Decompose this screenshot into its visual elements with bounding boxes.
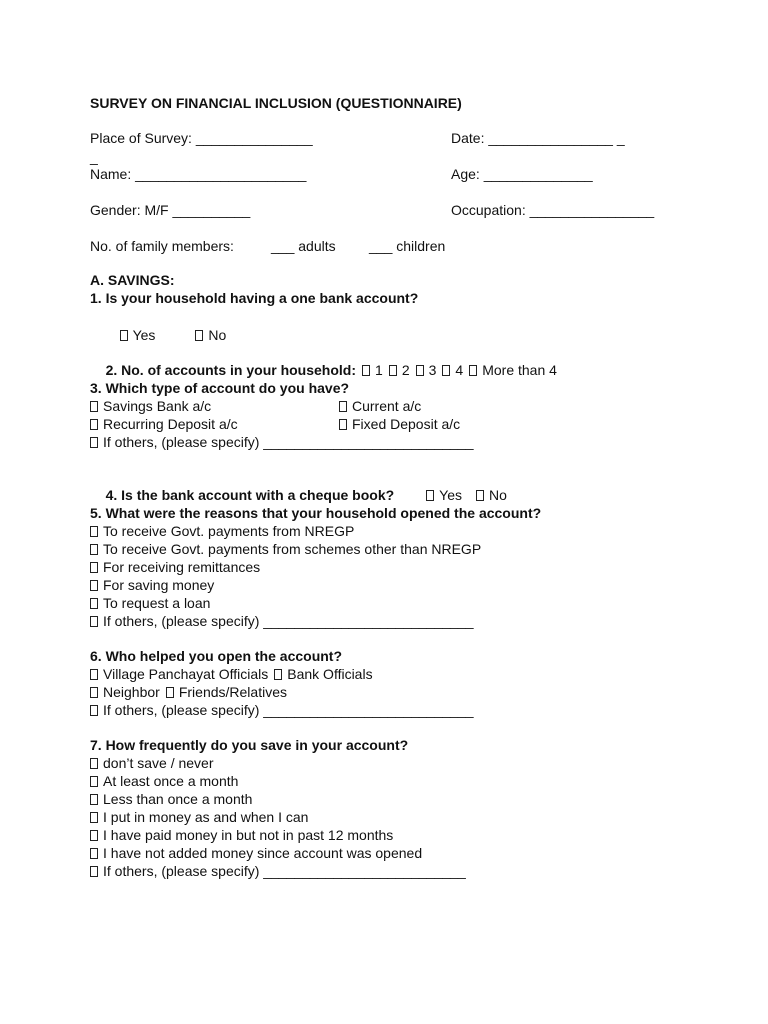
option-label: If others, (please specify) ___________________________ — [103, 434, 474, 450]
checkbox-3[interactable] — [416, 365, 424, 376]
option-row — [90, 397, 211, 415]
checkbox[interactable] — [166, 687, 174, 698]
option-label: To receive Govt. payments from NREGP — [103, 523, 355, 539]
option-row — [90, 862, 466, 880]
option-label: To request a loan — [103, 595, 211, 611]
checkbox-2[interactable] — [389, 365, 397, 376]
age-field: Age: ______________ — [451, 166, 593, 182]
option-row — [90, 844, 422, 862]
option-label: Recurring Deposit a/c — [103, 416, 238, 432]
option-label: I have paid money in but not in past 12 months — [103, 827, 394, 843]
checkbox[interactable] — [90, 526, 98, 537]
option-label: 2 — [401, 362, 410, 378]
checkbox[interactable] — [274, 669, 282, 680]
option-row — [90, 754, 214, 772]
date-field-wrap: _ — [90, 149, 98, 165]
option-row — [90, 808, 308, 826]
option-label: Friends/Relatives — [178, 684, 287, 700]
checkbox[interactable] — [90, 598, 98, 609]
option-label: don’t save / never — [103, 755, 214, 771]
checkbox[interactable] — [90, 705, 98, 716]
checkbox-no[interactable] — [476, 490, 484, 501]
checkbox[interactable] — [90, 437, 98, 448]
question-6: 6. Who helped you open the account? — [90, 648, 343, 664]
place-of-survey-field: Place of Survey: _______________ — [90, 130, 313, 146]
option-row — [90, 790, 252, 808]
option-row — [90, 522, 354, 540]
option-label: Village Panchayat Officials — [103, 666, 269, 682]
option-label: Less than once a month — [103, 791, 253, 807]
option-label: I put in money as and when I can — [103, 809, 309, 825]
option-row — [90, 558, 260, 576]
name-field: Name: ______________________ — [90, 166, 307, 182]
checkbox[interactable] — [90, 776, 98, 787]
checkbox[interactable] — [90, 544, 98, 555]
option-row — [339, 397, 421, 415]
option-label: For receiving remittances — [103, 559, 261, 575]
checkbox[interactable] — [90, 401, 98, 412]
section-savings-heading: A. SAVINGS: — [90, 272, 175, 288]
option-label: 3 — [428, 362, 437, 378]
option-row — [90, 415, 238, 433]
checkbox[interactable] — [90, 669, 98, 680]
checkbox-more-than-4[interactable] — [469, 365, 477, 376]
adults-field: ___ adults — [271, 238, 336, 254]
checkbox[interactable] — [90, 794, 98, 805]
option-label: If others, (please specify) __________________________ — [103, 863, 466, 879]
option-label: Savings Bank a/c — [103, 398, 212, 414]
checkbox[interactable] — [90, 580, 98, 591]
children-field: ___ children — [369, 238, 446, 254]
checkbox[interactable] — [339, 401, 347, 412]
checkbox-yes[interactable] — [120, 330, 128, 341]
option-row — [90, 612, 474, 630]
question-7: 7. How frequently do you save in your account? — [90, 737, 409, 753]
checkbox[interactable] — [90, 562, 98, 573]
option-row — [90, 576, 214, 594]
option-row — [90, 701, 474, 719]
document-title: SURVEY ON FINANCIAL INCLUSION (QUESTIONNAIRE) — [90, 95, 462, 111]
question-2: 2. No. of accounts in your household: — [105, 362, 357, 378]
option-row — [90, 433, 474, 451]
option-label: To receive Govt. payments from schemes other than NREGP — [103, 541, 482, 557]
checkbox-1[interactable] — [362, 365, 370, 376]
option-label: 1 — [375, 362, 383, 378]
question-1: 1. Is your household having a one bank account? — [90, 290, 419, 306]
option-label: If others, (please specify) ___________________________ — [103, 702, 474, 718]
checkbox-no[interactable] — [195, 330, 203, 341]
option-row — [90, 665, 373, 683]
checkbox-yes[interactable] — [426, 490, 434, 501]
family-members-label: No. of family members: — [90, 238, 234, 254]
date-field: Date: ________________ _ — [451, 130, 625, 146]
checkbox-4[interactable] — [442, 365, 450, 376]
checkbox[interactable] — [90, 830, 98, 841]
option-row — [90, 683, 287, 701]
option-label: Yes — [439, 487, 463, 503]
option-row — [90, 594, 210, 612]
question-4: 4. Is the bank account with a cheque book? — [105, 487, 395, 503]
question-5: 5. What were the reasons that your household opened the account? — [90, 505, 542, 521]
option-label: For saving money — [103, 577, 215, 593]
option-row — [90, 540, 481, 558]
checkbox[interactable] — [90, 812, 98, 823]
checkbox[interactable] — [90, 419, 98, 430]
option-label: Bank Officials — [287, 666, 373, 682]
option-label: Neighbor — [103, 684, 160, 700]
gender-field: Gender: M/F __________ — [90, 202, 251, 218]
option-label: No — [208, 327, 227, 343]
option-label: No — [489, 487, 507, 503]
option-row — [90, 772, 238, 790]
option-label: I have not added money since account was opened — [103, 845, 423, 861]
occupation-field: Occupation: ________________ — [451, 202, 655, 218]
option-label: More than 4 — [482, 362, 557, 378]
option-label: 4 — [455, 362, 464, 378]
option-label: Fixed Deposit a/c — [352, 416, 461, 432]
option-label: At least once a month — [103, 773, 239, 789]
option-label: Current a/c — [352, 398, 422, 414]
checkbox[interactable] — [90, 848, 98, 859]
option-label: If others, (please specify) ___________________________ — [103, 613, 474, 629]
checkbox[interactable] — [90, 616, 98, 627]
option-row — [339, 415, 460, 433]
checkbox[interactable] — [90, 866, 98, 877]
option-label: Yes — [132, 327, 156, 343]
question-3: 3. Which type of account do you have? — [90, 380, 350, 396]
checkbox[interactable] — [339, 419, 347, 430]
checkbox[interactable] — [90, 687, 98, 698]
option-row — [90, 826, 393, 844]
checkbox[interactable] — [90, 758, 98, 769]
